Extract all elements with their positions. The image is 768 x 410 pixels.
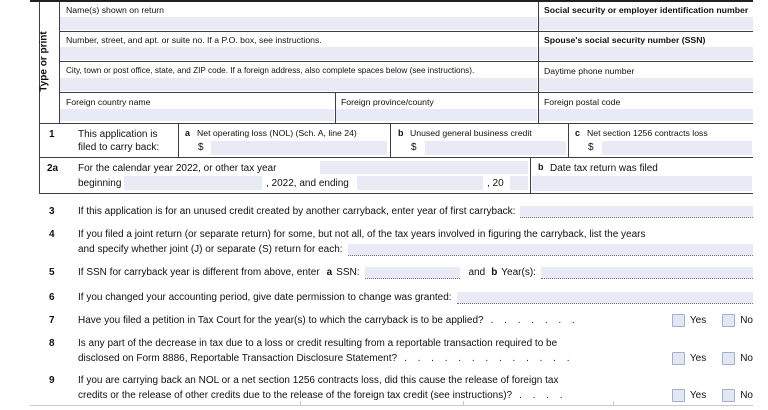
line3-number: 3 xyxy=(49,206,55,217)
line1-cell-divider xyxy=(568,123,569,157)
line9-yes-label: Yes xyxy=(689,390,707,401)
line5-ssn-input[interactable] xyxy=(365,267,460,279)
line1b-letter: b xyxy=(398,128,404,138)
line8-number: 8 xyxy=(49,338,55,349)
ssn-ein-input[interactable] xyxy=(539,17,753,30)
foreign-postal-label: Foreign postal code xyxy=(544,97,621,107)
line5b-letter: b xyxy=(491,267,498,278)
type-or-print-label: Type or print xyxy=(38,31,50,92)
spouse-ssn-input[interactable] xyxy=(539,47,753,60)
line2b-letter: b xyxy=(538,162,544,172)
line5-years-input[interactable] xyxy=(541,267,753,279)
row-divider xyxy=(59,31,753,32)
line1-number: 1 xyxy=(49,129,55,140)
line9-text2: credits or the release of other credits due to the release of the foreign tax credit (see instructions)? xyxy=(78,390,513,401)
line5b-label: Year(s): xyxy=(501,267,536,278)
name-on-return-label: Name(s) shown on return xyxy=(66,5,165,15)
line1a-letter: a xyxy=(185,128,191,138)
line4-years-input[interactable] xyxy=(348,244,753,256)
line4-text1: If you filed a joint return (or separate return) for some, but not all, of the tax years involved in figuring the carryback, list the years xyxy=(78,229,646,240)
line9-yes-checkbox[interactable] xyxy=(672,389,685,402)
line1a-nol-amount-input[interactable] xyxy=(211,141,387,155)
spouse-ssn-label: Spouse's social security number (SSN) xyxy=(544,35,706,45)
line8-row2 xyxy=(78,352,753,365)
line5a-letter: a xyxy=(326,267,333,278)
line9-number: 9 xyxy=(49,375,55,386)
name-on-return-input[interactable] xyxy=(60,17,537,30)
dot-leader: . . . . xyxy=(519,390,563,401)
line1c-dollar-sign: $ xyxy=(588,142,594,153)
line2a-number: 2a xyxy=(47,163,59,174)
row-divider xyxy=(39,193,753,194)
line6-text: If you changed your accounting period, give date permission to change was granted: xyxy=(78,292,452,303)
line9-text1: If you are carrying back an NOL or a net section 1256 contracts loss, did this cause the release of foreign tax xyxy=(78,375,559,386)
line8-no-checkbox[interactable] xyxy=(722,352,735,365)
line2a-text: For the calendar year 2022, or other tax year xyxy=(78,163,277,174)
foreign-province-label: Foreign province/county xyxy=(341,97,434,107)
line7-no-label: No xyxy=(740,315,753,326)
line3-row xyxy=(78,205,753,218)
line3-text: If this application is for an unused credit created by another carryback, enter year of first carryback: xyxy=(78,206,516,217)
line6-date-granted-input[interactable] xyxy=(457,292,753,304)
line2-cell-divider xyxy=(530,157,531,193)
line7-yes-checkbox[interactable] xyxy=(672,314,685,327)
line4-number: 4 xyxy=(49,229,55,240)
line7-text: Have you filed a petition in Tax Court for the year(s) to which the carryback is to be applied? xyxy=(78,315,484,326)
city-state-zip-label: City, town or post office, state, and ZIP code. If a foreign address, also complete spaces below (see instructions). xyxy=(66,66,475,75)
line7-yes-label: Yes xyxy=(689,315,707,326)
beginning-label: beginning xyxy=(78,178,122,189)
line9-no-label: No xyxy=(740,390,753,401)
line1b-business-credit-input[interactable] xyxy=(425,141,566,155)
line8-yes-checkbox[interactable] xyxy=(672,352,685,365)
daytime-phone-input[interactable] xyxy=(539,78,753,91)
line1-cell-divider xyxy=(390,123,391,157)
line5a-label: SSN: xyxy=(336,267,360,278)
line5-number: 5 xyxy=(49,267,55,278)
line7-no-checkbox[interactable] xyxy=(722,314,735,327)
year-suffix-input[interactable] xyxy=(510,176,528,190)
line1a-label: Net operating loss (NOL) (Sch. A, line 24) xyxy=(197,128,357,138)
date-return-filed-input[interactable] xyxy=(532,176,752,191)
row-divider xyxy=(59,92,753,93)
city-state-zip-input[interactable] xyxy=(60,78,537,91)
line1c-label: Net section 1256 contracts loss xyxy=(587,128,708,138)
other-tax-year-input[interactable] xyxy=(320,161,528,174)
line5-and-word: and xyxy=(468,267,486,278)
dot-leader: . . . . . . . xyxy=(490,315,575,326)
line1c-letter: c xyxy=(575,128,581,138)
section-bottom-border xyxy=(30,405,753,406)
line2b-label: Date tax return was filed xyxy=(550,163,658,174)
row-divider xyxy=(39,123,753,124)
ending-date-input[interactable] xyxy=(357,176,483,190)
line9-row1 xyxy=(78,374,753,387)
foreign-postal-input[interactable] xyxy=(539,109,753,121)
line5-text: If SSN for carryback year is different from above, enter xyxy=(78,267,320,278)
line8-no-label: No xyxy=(740,353,753,364)
line2a-middle-text: , 2022, and ending xyxy=(266,178,349,189)
line4-row1 xyxy=(78,228,753,241)
line1b-dollar-sign: $ xyxy=(411,142,417,153)
line4-text2: and specify whether joint (J) or separate (S) return for each: xyxy=(78,244,343,255)
foreign-province-input[interactable] xyxy=(336,109,537,121)
line4-row2 xyxy=(78,243,753,256)
daytime-phone-label: Daytime phone number xyxy=(544,66,635,76)
street-input[interactable] xyxy=(60,47,537,60)
line8-row1 xyxy=(78,337,753,350)
line1b-label: Unused general business credit xyxy=(410,128,532,138)
line6-row xyxy=(78,291,753,304)
line9-row2 xyxy=(78,389,753,402)
line1c-contracts-loss-input[interactable] xyxy=(602,141,752,155)
line8-yes-label: Yes xyxy=(689,353,707,364)
foreign-country-label: Foreign country name xyxy=(66,97,151,107)
street-label: Number, street, and apt. or suite no. If a P.O. box, see instructions. xyxy=(66,35,322,45)
line1-cell-divider xyxy=(178,123,179,157)
row-divider xyxy=(59,61,753,62)
line8-text2: disclosed on Form 8886, Reportable Transaction Disclosure Statement? xyxy=(78,353,398,364)
beginning-date-input[interactable] xyxy=(124,176,262,190)
ssn-ein-label: Social security or employer identification number xyxy=(544,5,749,15)
line1a-dollar-sign: $ xyxy=(198,142,204,153)
line2a-year-suffix: , 20 xyxy=(487,178,504,189)
line8-text1: Is any part of the decrease in tax due to a loss or credit resulting from a reportable transaction required to be xyxy=(78,338,558,349)
section-top-border xyxy=(30,0,753,2)
line9-no-checkbox[interactable] xyxy=(722,389,735,402)
foreign-country-input[interactable] xyxy=(60,109,334,121)
line7-number: 7 xyxy=(49,315,55,326)
line7-row xyxy=(78,314,753,327)
row-divider xyxy=(39,157,753,158)
line1-label: This application is filed to carry back: xyxy=(78,129,160,153)
line3-first-carryback-year-input[interactable] xyxy=(520,206,753,218)
line5-row xyxy=(78,266,753,279)
line6-number: 6 xyxy=(49,292,55,303)
dot-leader: . . . . . . . . . . . . . xyxy=(404,353,570,364)
